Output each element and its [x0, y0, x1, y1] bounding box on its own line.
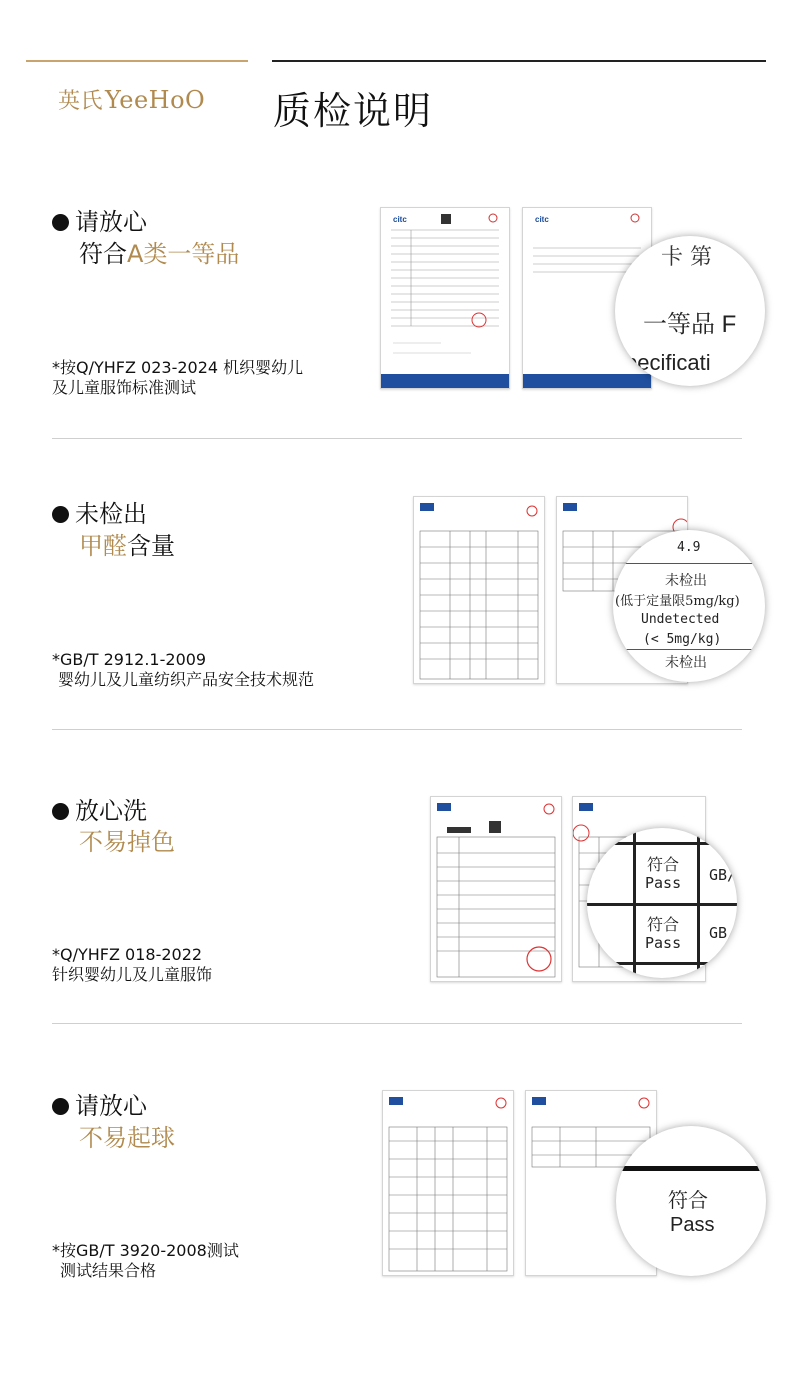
magnifier-rule	[613, 563, 765, 564]
test-report-image	[380, 207, 510, 389]
magnifier-text: pecificati	[625, 350, 711, 375]
section-divider	[52, 729, 742, 730]
section-divider	[52, 438, 742, 439]
magnifier-text: 一等品 F	[643, 311, 737, 338]
magnifier-blur-text: 卡 第	[661, 245, 712, 270]
section-3-note-line1: *Q/YHFZ 018-2022	[52, 945, 203, 964]
section-4-note-line2: 测试结果合格	[60, 1261, 157, 1280]
bullet-icon	[52, 506, 69, 523]
magnifier-rule	[587, 842, 737, 845]
section-4-subheading	[79, 1118, 175, 1153]
section-4-subheading-highlight: 不易起球	[79, 1124, 175, 1152]
magnifier-zoom	[613, 530, 765, 682]
magnifier-text: 符合	[647, 855, 680, 874]
svg-text:citc: citc	[535, 215, 549, 224]
test-report-image	[382, 1090, 514, 1276]
svg-text:citc: citc	[393, 215, 407, 224]
section-4-note-line1: *按GB/T 3920-2008测试	[52, 1241, 239, 1260]
report-page-drawing	[431, 797, 561, 981]
magnifier-rule	[587, 903, 737, 906]
section-1-subheading	[79, 234, 239, 269]
section-2-note-line2: 婴幼儿及儿童纺织产品安全技术规范	[58, 670, 315, 689]
section-1-note	[52, 358, 303, 398]
magnifier-text: 未检出	[665, 573, 707, 589]
section-1-heading-text: 请放心	[75, 208, 147, 236]
section-3-subheading-highlight: 不易掉色	[79, 828, 175, 856]
test-report-image	[413, 496, 545, 684]
magnifier-text: Pass	[645, 934, 682, 952]
section-2-note	[52, 650, 314, 690]
magnifier-text: GB/	[709, 924, 737, 942]
report-page-drawing	[414, 497, 544, 683]
section-2-note-line1: *GB/T 2912.1-2009	[52, 650, 207, 669]
magnifier-text: (低于定量限5mg/kg)	[615, 594, 740, 609]
magnifier-text: 未检出	[665, 655, 707, 671]
section-4-heading	[52, 1086, 147, 1121]
magnifier-text: Pass	[670, 1214, 715, 1236]
section-divider	[52, 1023, 742, 1024]
header-rule-gold	[26, 60, 248, 62]
section-2-subheading-suffix: 含量	[127, 532, 175, 560]
magnifier-rule	[697, 828, 700, 978]
section-2-heading	[52, 494, 147, 529]
report-page-drawing	[381, 208, 509, 388]
section-1-subheading-prefix: 符合	[79, 240, 127, 268]
section-3-subheading	[79, 822, 175, 857]
magnifier-rule	[613, 649, 765, 650]
section-4-heading-text: 请放心	[75, 1092, 147, 1120]
bullet-icon	[52, 803, 69, 820]
section-2-heading-text: 未检出	[75, 500, 147, 528]
section-2-subheading	[79, 526, 175, 561]
magnifier-text: Pass	[645, 874, 682, 892]
magnifier-rule	[616, 1166, 766, 1171]
page-title: 质检说明	[273, 89, 434, 133]
header-rule-dark	[272, 60, 766, 62]
test-report-image	[430, 796, 562, 982]
bullet-icon	[52, 214, 69, 231]
section-3-note-line2: 针织婴幼儿及儿童服饰	[52, 965, 213, 984]
section-4-note	[52, 1241, 239, 1281]
brand-logo-en: YeeHoO	[105, 86, 206, 114]
section-1-subheading-highlight: A类一等品	[127, 240, 240, 268]
magnifier-text: GB/	[709, 866, 737, 884]
magnifier-rule	[587, 962, 737, 965]
magnifier-text: (< 5mg/kg)	[643, 632, 722, 647]
section-3-heading	[52, 791, 147, 826]
section-1-note-line1: *按Q/YHFZ 023-2024 机织婴幼儿	[52, 358, 304, 377]
section-1-heading	[52, 202, 147, 237]
brand-logo	[58, 84, 205, 115]
magnifier-text: 符合	[668, 1190, 708, 1212]
magnifier-text: 符合	[647, 915, 680, 934]
magnifier-rule	[633, 828, 636, 978]
magnifier-text: Undetected	[641, 612, 720, 627]
section-3-heading-text: 放心洗	[75, 797, 147, 825]
section-3-note	[52, 945, 212, 985]
section-2-subheading-highlight: 甲醛	[79, 532, 127, 560]
magnifier-zoom	[587, 828, 737, 978]
report-page-drawing	[383, 1091, 513, 1275]
magnifier-zoom	[615, 236, 765, 386]
magnifier-text: 4.9	[677, 540, 701, 555]
section-1-note-line2: 及儿童服饰标准测试	[52, 378, 197, 397]
bullet-icon	[52, 1098, 69, 1115]
magnifier-zoom	[616, 1126, 766, 1276]
brand-logo-cn: 英氏	[58, 89, 104, 114]
